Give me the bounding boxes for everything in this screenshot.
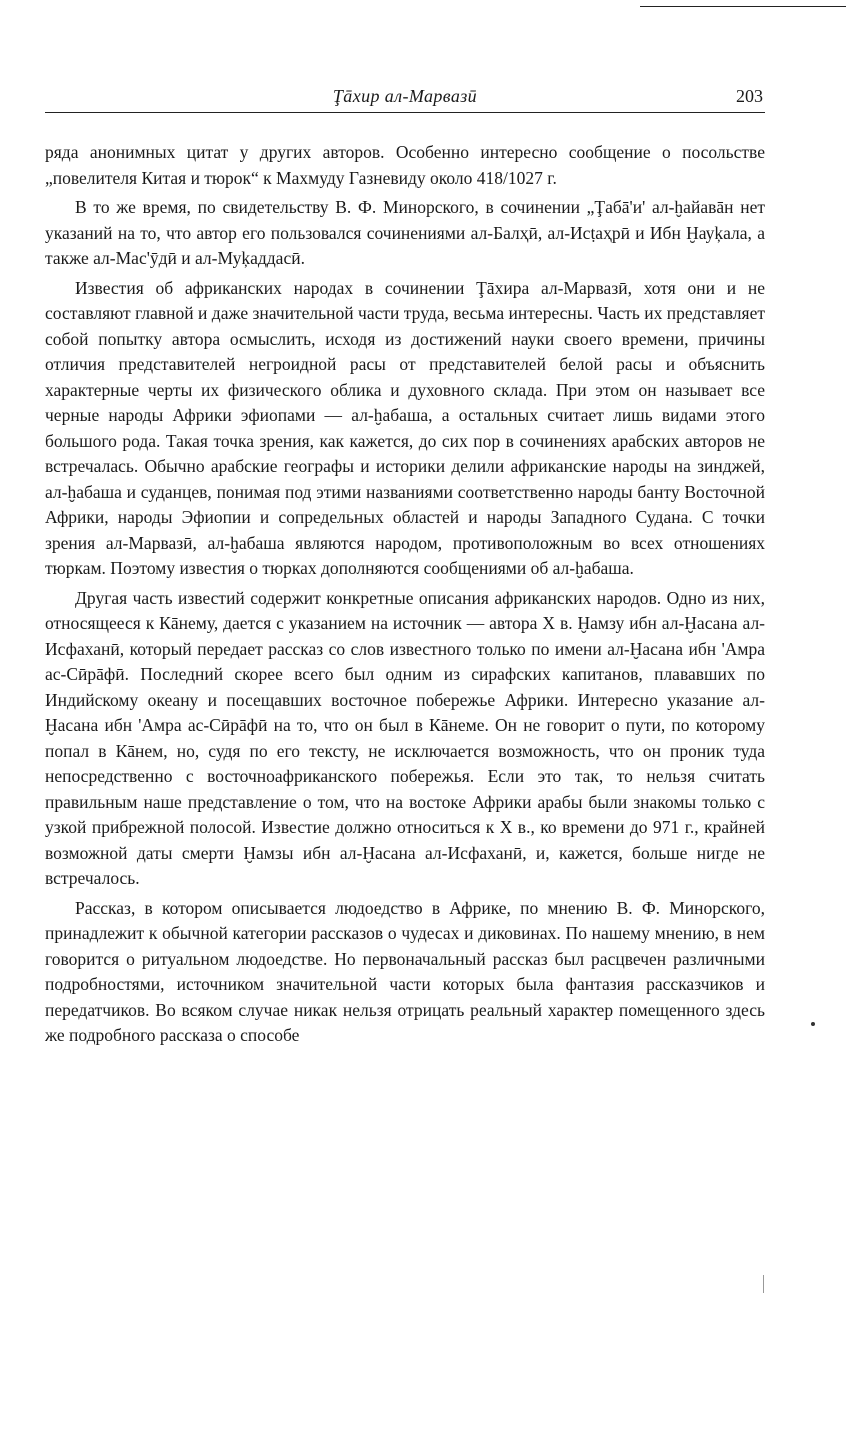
paragraph-1: ряда анонимных цитат у других авторов. Особенно интересно сообщение о посольстве „повелителя Китая и тюрок“ к Махмуду Газневиду около 418/1027 г. <box>45 142 765 188</box>
body-text <box>45 140 765 1051</box>
page-number: 203 <box>736 86 763 106</box>
margin-dot <box>811 1022 815 1026</box>
paragraph-2: В то же время, по свидетельству В. Ф. Минорского, в сочинении „Ţабā'и' ал-ḫайавāн нет указаний на то, что автор его пользовался сочинениями ал-Балҳӣ, ал-Исṭаҳрӣ и Ибн Ḫауķала, а также ал-Мас'ӯдӣ и ал-Муķаддасӣ. <box>45 197 765 268</box>
running-title: Ţāхир ал-Марвазӣ <box>332 86 478 106</box>
running-header <box>45 84 765 113</box>
paragraph-5: Рассказ, в котором описывается людоедство в Африке, по мнению В. Ф. Минорского, принадлежит к обычной категории рассказов о чудесах и диковинах. По нашему мнению, в нем говорится о ритуальном людоедстве. Но первоначальный рассказ был расцвечен различными подробностями, источником значительной части которых была фантазия рассказчиков и передатчиков. Во всяком случае никак нельзя отрицать реальный характер помещенного здесь же подробного рассказа о способе <box>45 897 765 1045</box>
top-edge-rule <box>640 6 846 7</box>
edge-tick-mark <box>763 1275 764 1293</box>
paragraph-3: Известия об африканских народах в сочинении Ţāхира ал-Марвазӣ, хотя они и не составляют главной и даже значительной части труда, весьма интересны. Часть их представляет собой попытку автора осмыслить, исходя из достижений науки своего времени, причины отличия представителей негроидной расы от представителей белой расы и объяснить характерные черты их физического облика и духовного склада. При этом он называет все черные народы Африки эфиопами — ал-ḫабаша, а остальных считает лишь видами этого большого рода. Такая точка зрения, как кажется, до сих пор в сочинениях арабских авторов не встречалась. Обычно арабские географы и историки делили африканские народы на зинджей, ал-ḫабаша и суданцев, понимая под этими названиями соответственно народы банту Восточной Африки, народы Эфиопии и сопредельных областей и народы Западного Судана. С точки зрения ал-Марвазӣ, ал-ḫабаша являются народом, противоположным во всех отношениях тюркам. Поэтому известия о тюрках дополняются сообщениями об ал-ḫабаша. <box>45 277 765 578</box>
paragraph-4: Другая часть известий содержит конкретные описания африканских народов. Одно из них, относящееся к Кāнему, дается с указанием на источник — автора X в. Ḫамзу ибн ал-Ḫасана ал-Исфаханӣ, который передает рассказ со слов известного только по имени ал-Ḫасана ибн 'Амра ас-Сӣрāфӣ. Последний скорее всего был одним из сирафских капитанов, плававших по Индийскому океану и посещавших восточное побережье Африки. Интересно указание ал-Ḫасана ибн 'Амра ас-Сӣрāфӣ на то, что он был в Кāнеме. Он не говорит о пути, по которому попал в Кāнем, но, судя по его тексту, не исключается возможность, что он проник туда непосредственно с восточноафриканского побережья. Если это так, то нельзя считать правильным наше представление о том, что на востоке Африки арабы были знакомы только с узкой прибрежной полосой. Известие должно относиться к X в., ко времени до 971 г., крайней возможной даты смерти Ḫамзы ибн ал-Ḫасана ал-Исфаханӣ, и, кажется, больше нигде не встречалось. <box>45 587 765 888</box>
